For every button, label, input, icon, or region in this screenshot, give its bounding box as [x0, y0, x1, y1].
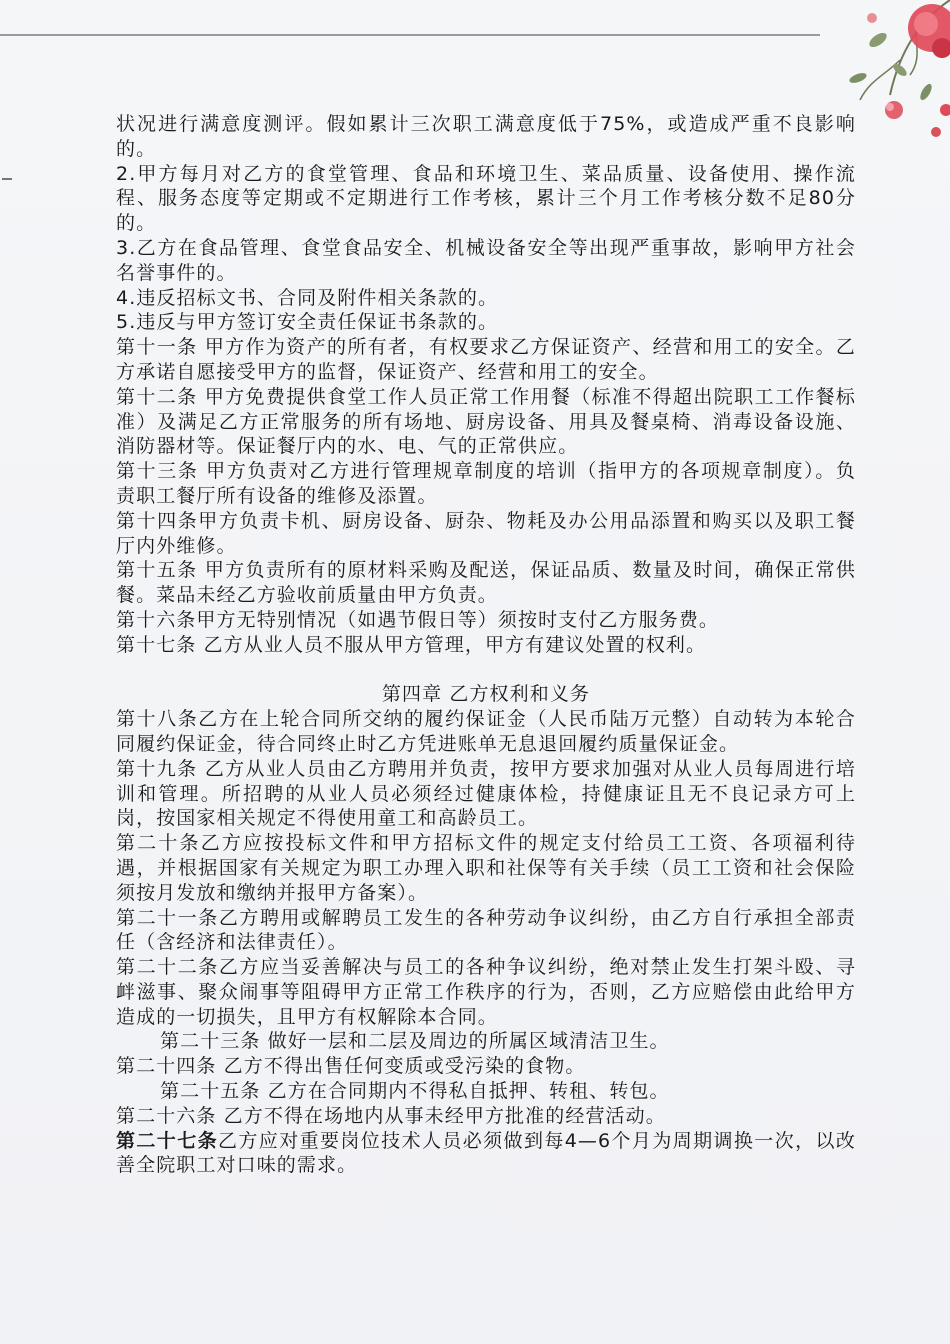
paragraph: 第二十条乙方应按投标文件和甲方招标文件的规定支付给员工工资、各项福利待遇，并根据国家有关规定为职工办理入职和社保等有关手续（员工工资和社会保险须按月发放和缴纳并报甲方备案）。	[116, 832, 856, 904]
paragraph: 3.乙方在食品管理、食堂食品安全、机械设备安全等出现严重事故，影响甲方社会名誉事件的。	[116, 236, 856, 284]
paragraph: 第二十一条乙方聘用或解聘员工发生的各种劳动争议纠纷，由乙方自行承担全部责任（含经济和法律责任）。	[116, 906, 856, 954]
paragraph: 第二十二条乙方应当妥善解决与员工的各种争议纠纷，绝对禁止发生打架斗殴、寻衅滋事、聚众闹事等阻碍甲方正常工作秩序的行为，否则，乙方应赔偿由此给甲方造成的一切损失，且甲方有权解除本合同。	[116, 956, 856, 1028]
paragraph: 4.违反招标文书、合同及附件相关条款的。	[116, 286, 499, 309]
paragraph: 5.违反与甲方签订安全责任保证书条款的。	[116, 311, 499, 334]
paragraph: 第十八条乙方在上轮合同所交纳的履约保证金（人民币陆万元整）自动转为本轮合同履约保证金，待合同终止时乙方凭进账单无息退回履约质量保证金。	[116, 708, 856, 755]
margin-mark	[2, 178, 12, 180]
paragraph: 第十四条甲方负责卡机、厨房设备、厨杂、物耗及办公用品添置和购买以及职工餐厅内外维修。	[116, 509, 856, 557]
paragraph: 第十三条 甲方负责对乙方进行管理规章制度的培训（指甲方的各项规章制度）。负责职工餐厅所有设备的维修及添置。	[116, 460, 856, 507]
paragraph: 第二十三条 做好一层和二层及周边的所属区域清洁卫生。	[160, 1030, 670, 1053]
paragraph: 第二十六条 乙方不得在场地内从事未经甲方批准的经营活动。	[116, 1104, 666, 1127]
paragraph: 2.甲方每月对乙方的食堂管理、食品和环境卫生、菜品质量、设备使用、操作流程、服务态度等定期或不定期进行工作考核，累计三个月工作考核分数不足80分的。	[116, 162, 856, 235]
chapter-title: 第四章 乙方权利和义务	[381, 683, 591, 706]
article-heading: 第二十七条	[116, 1129, 218, 1152]
header-rule	[0, 34, 820, 36]
paragraph: 第十六条甲方无特别情况（如遇节假日等）须按时支付乙方服务费。	[116, 608, 720, 631]
article-text: 乙方应对重要岗位技术人员必须做到每4—6个月为周期调换一次，以改善全院职工对口味的需求。	[116, 1129, 856, 1177]
paragraph: 状况进行满意度测评。假如累计三次职工满意度低于75%，或造成严重不良影响的。	[116, 113, 856, 160]
paragraph: 第十七条 乙方从业人员不服从甲方管理，甲方有建议处置的权利。	[116, 633, 707, 656]
paragraph: 第十二条 甲方免费提供食堂工作人员正常工作用餐（标准不得超出院职工工作餐标准）及满足乙方正常服务的所有场地、厨房设备、用具及餐桌椅、消毒设备设施、消防器材等。保证餐厅内的水、电、气的正常供应。	[116, 385, 856, 458]
document-body	[116, 112, 856, 1178]
paragraph: 第十九条 乙方从业人员由乙方聘用并负责，按甲方要求加强对从业人员每周进行培训和管理。所招聘的从业人员必须经过健康体检，持健康证且无不良记录方可上岗，按国家相关规定不得使用童工和高龄员工。	[116, 757, 856, 830]
paragraph: 第十五条 甲方负责所有的原材料采购及配送，保证品质、数量及时间，确保正常供餐。菜品未经乙方验收前质量由甲方负责。	[116, 559, 856, 607]
paragraph: 第十一条 甲方作为资产的所有者，有权要求乙方保证资产、经营和用工的安全。乙方承诺自愿接受甲方的监督，保证资产、经营和用工的安全。	[116, 336, 856, 383]
paragraph: 第二十四条 乙方不得出售任何变质或受污染的食物。	[116, 1055, 586, 1078]
paragraph-article-27	[116, 1129, 856, 1179]
paragraph: 第二十五条 乙方在合同期内不得私自抵押、转租、转包。	[160, 1080, 670, 1103]
